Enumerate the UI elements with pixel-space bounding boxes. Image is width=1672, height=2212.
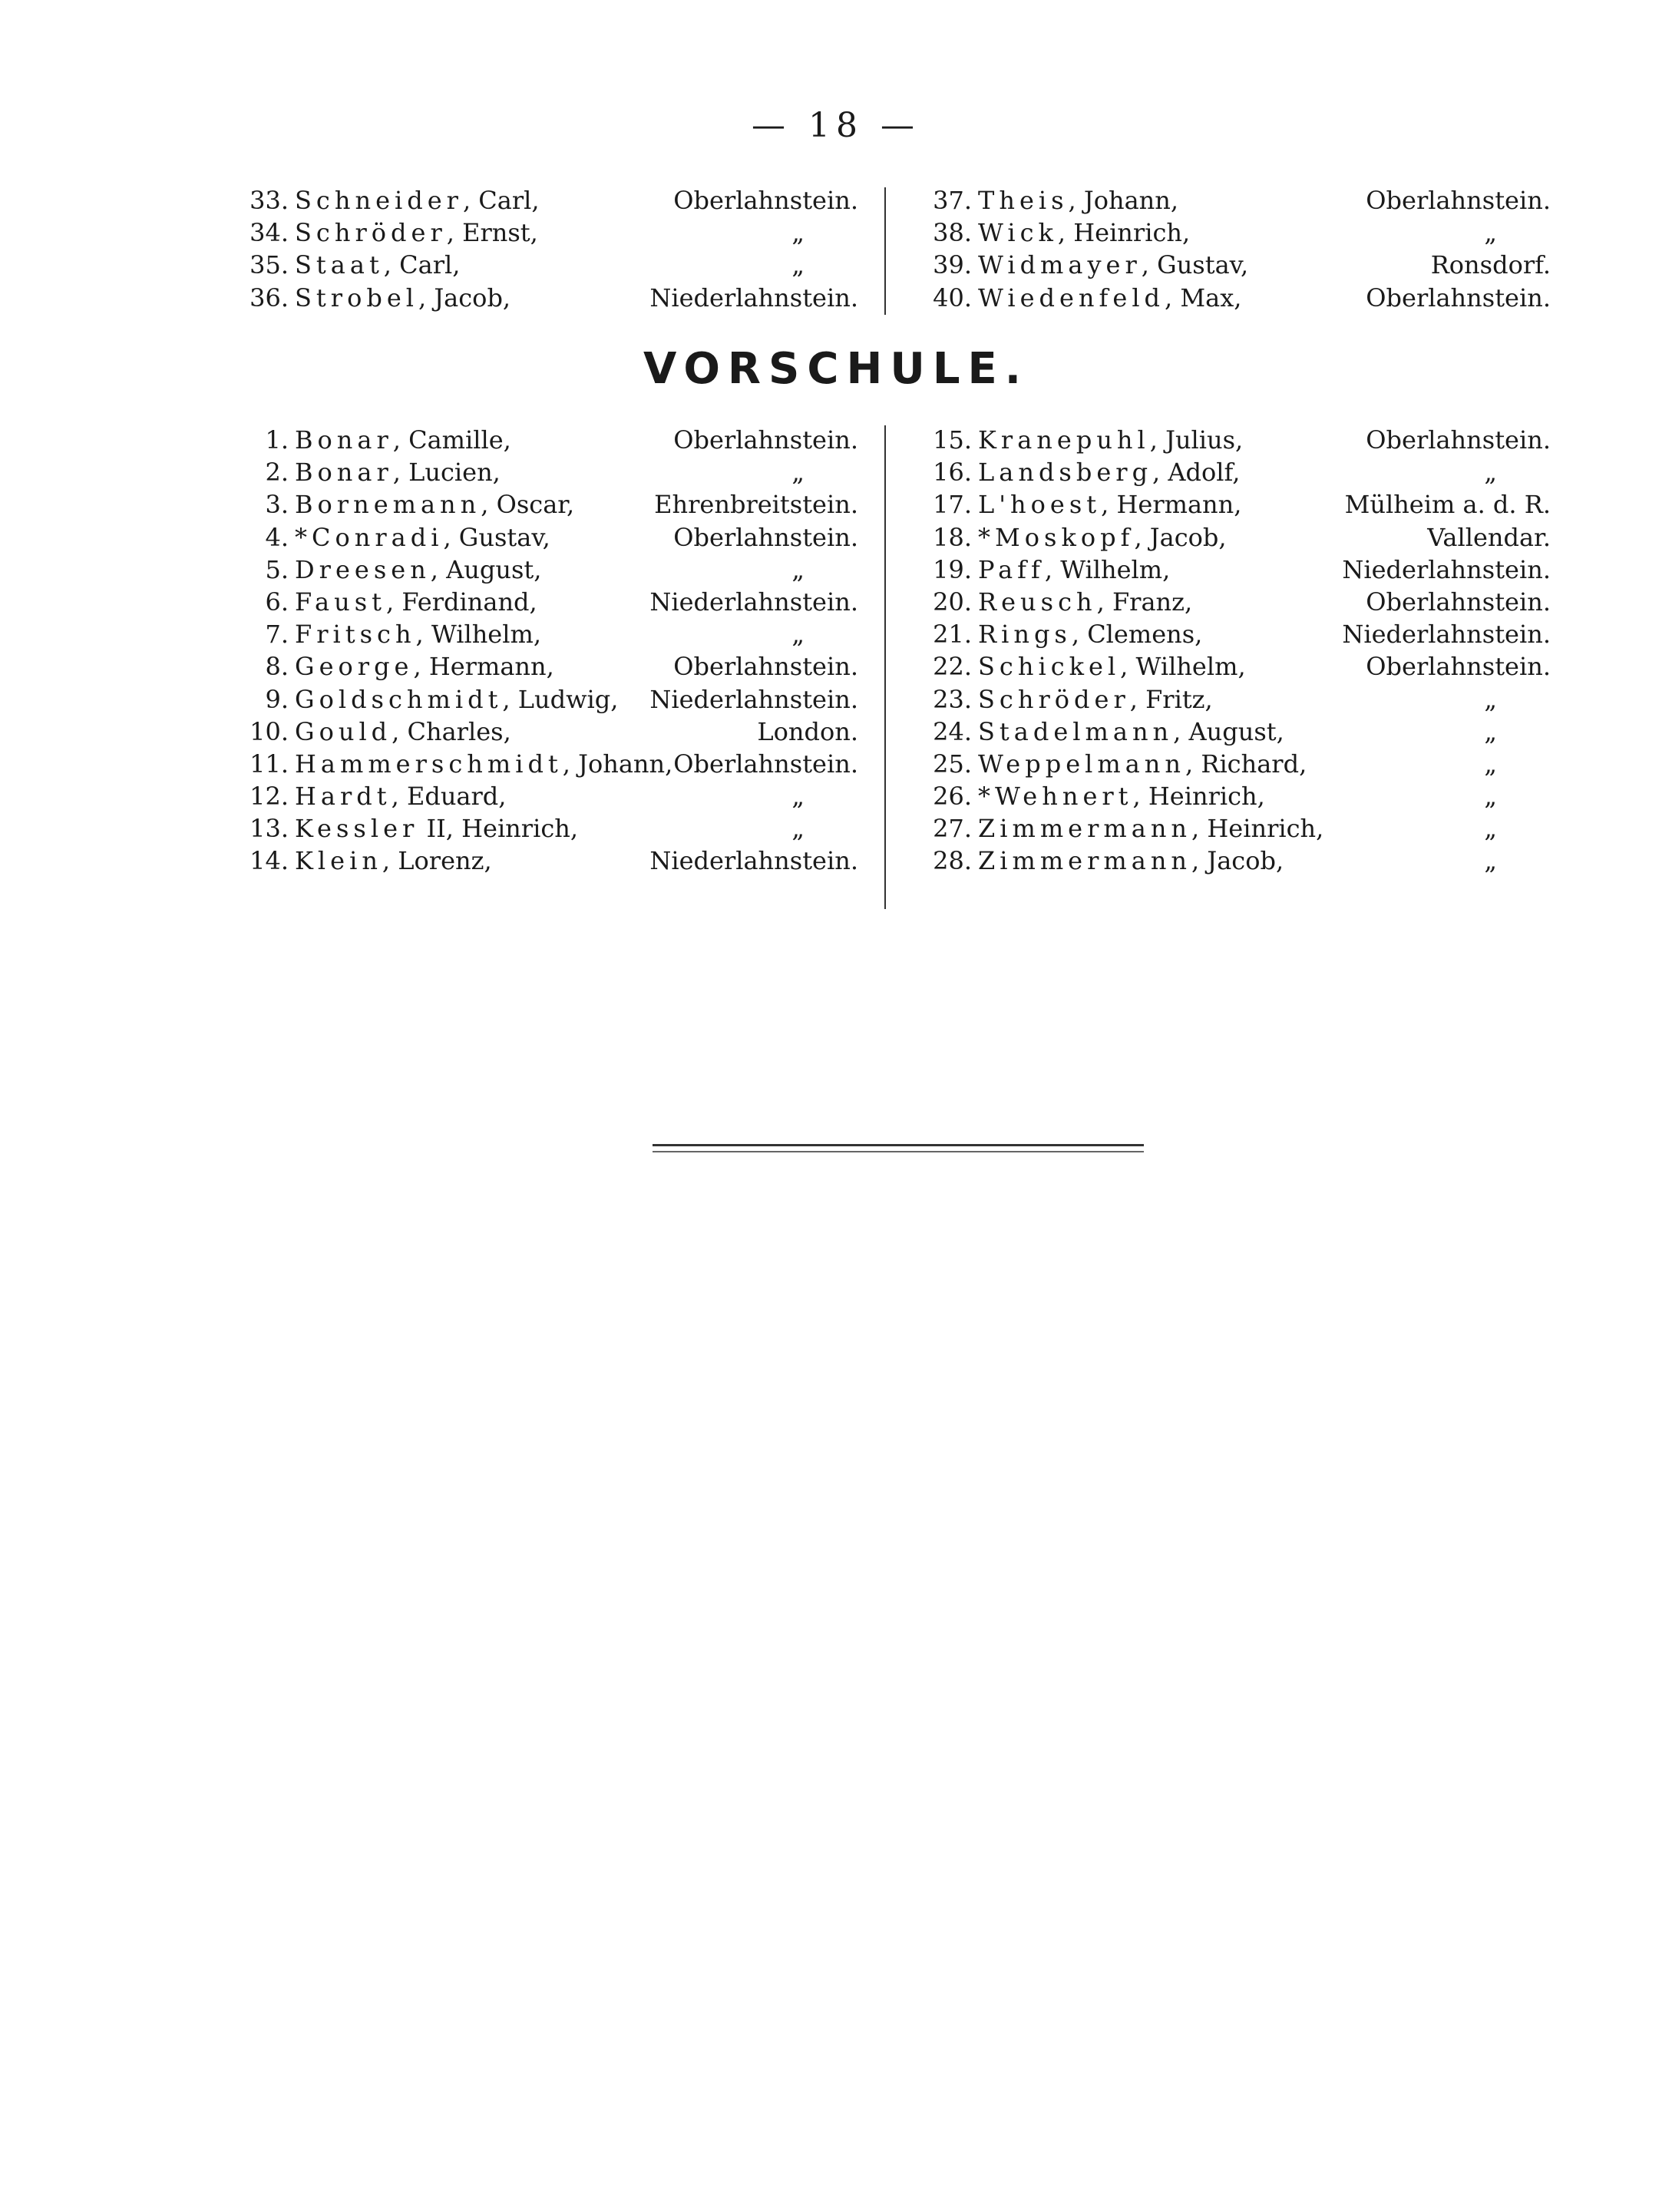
list-item (229, 424, 858, 456)
hometown: „ (1484, 716, 1497, 746)
surname: Dreesen (295, 554, 431, 584)
surname: Rings (978, 620, 1072, 650)
surname: George (295, 652, 414, 682)
list-item (912, 650, 1551, 683)
surname: L'hoest (978, 490, 1102, 520)
given-name: , Heinrich, (1191, 814, 1324, 844)
given-name: , Clemens, (1071, 620, 1203, 650)
student-name (978, 650, 1246, 683)
entry-number: 23. (933, 684, 972, 714)
surname: Bonar (295, 458, 393, 488)
entry-number: 38. (933, 218, 972, 248)
hometown: Vallendar. (1427, 522, 1551, 552)
student-name (295, 249, 460, 281)
surname: Schröder (295, 218, 447, 248)
given-name: , Jacob, (418, 283, 511, 312)
given-name: , Carl, (462, 186, 540, 215)
student-name (978, 282, 1241, 314)
student-name (978, 748, 1307, 780)
column-divider (884, 425, 886, 909)
surname: Strobel (295, 283, 418, 312)
hometown: „ (1484, 684, 1497, 714)
list-item (229, 748, 858, 780)
entry-number: 1. (265, 425, 289, 455)
student-name (978, 780, 1265, 812)
list-item (229, 812, 858, 845)
student-name (295, 845, 492, 877)
surname: Stadelmann (978, 716, 1174, 746)
given-name: , Heinrich, (1132, 782, 1265, 812)
surname: Gould (295, 716, 392, 746)
entry-number: 34. (249, 218, 289, 248)
given-name: , Charles, (392, 716, 511, 746)
given-name: , Hermann, (413, 652, 554, 682)
hometown: Oberlahnstein. (673, 749, 858, 779)
given-name: , Jacob, (1191, 846, 1284, 876)
entry-number: 22. (933, 652, 972, 682)
entry-number: 3. (265, 490, 289, 520)
entry-number: 12. (249, 782, 289, 812)
entry-number: 5. (265, 554, 289, 584)
hometown: „ (1484, 218, 1497, 248)
student-name (978, 488, 1241, 521)
given-name: II, Heinrich, (418, 814, 579, 844)
hometown: „ (791, 250, 805, 280)
hometown: Oberlahnstein. (673, 522, 858, 552)
given-name: , Eduard, (391, 782, 507, 812)
entry-number: 8. (265, 652, 289, 682)
surname: Zimmermann (978, 846, 1192, 876)
closing-rule (653, 1144, 1144, 1146)
entry-number: 13. (249, 814, 289, 844)
given-name: , Lorenz, (382, 846, 492, 876)
column-divider (884, 187, 886, 315)
given-name: , Johann, (1068, 186, 1179, 215)
top-left-column (229, 184, 858, 314)
student-name (978, 845, 1284, 877)
hometown: Oberlahnstein. (1366, 186, 1551, 215)
student-name (978, 618, 1202, 650)
surname: Theis (978, 186, 1069, 215)
student-name (978, 716, 1284, 748)
hometown: Niederlahnstein. (649, 587, 858, 617)
hometown: „ (1484, 846, 1497, 876)
student-name (295, 650, 554, 683)
list-item (912, 521, 1551, 554)
given-name: , Camille, (392, 425, 511, 455)
entry-number: 35. (249, 250, 289, 280)
section-heading: VORSCHULE. (643, 344, 1029, 394)
list-item (912, 716, 1551, 748)
given-name: , Max, (1165, 283, 1242, 312)
hometown: „ (1484, 749, 1497, 779)
hometown: „ (791, 458, 805, 488)
entry-number: 15. (933, 425, 972, 455)
given-name: , Johann, (562, 749, 673, 779)
surname: Reusch (978, 587, 1097, 617)
given-name: , Wilhelm, (1120, 652, 1246, 682)
surname: Schneider (295, 186, 463, 215)
entry-number: 19. (933, 554, 972, 584)
hometown: Oberlahnstein. (1366, 425, 1551, 455)
surname: Weppelmann (978, 749, 1185, 779)
list-item (229, 282, 858, 314)
entry-number: 2. (265, 458, 289, 488)
entry-number: 20. (933, 587, 972, 617)
surname: *Moskopf (978, 522, 1135, 552)
list-item (229, 716, 858, 748)
list-item (912, 217, 1551, 249)
given-name: , Wilhelm, (1044, 554, 1171, 584)
entry-number: 14. (249, 846, 289, 876)
entry-number: 7. (265, 620, 289, 650)
student-name (295, 521, 550, 554)
student-name (295, 683, 618, 716)
entry-number: 21. (933, 620, 972, 650)
student-name (978, 683, 1213, 716)
student-name (295, 780, 506, 812)
vorschule-right-column (912, 424, 1551, 878)
student-name (295, 456, 501, 488)
surname: Zimmermann (978, 814, 1192, 844)
given-name: , Gustav, (1141, 250, 1249, 280)
given-name: , Ludwig, (502, 684, 619, 714)
hometown: „ (791, 814, 805, 844)
entry-number: 6. (265, 587, 289, 617)
entry-number: 27. (933, 814, 972, 844)
student-name (978, 456, 1240, 488)
surname: Schickel (978, 652, 1121, 682)
hometown: Niederlahnstein. (649, 846, 858, 876)
surname: Goldschmidt (295, 684, 503, 714)
hometown: Mülheim a. d. R. (1344, 490, 1551, 520)
student-name (295, 716, 511, 748)
vorschule-left-column (229, 424, 858, 878)
hometown: Oberlahnstein. (673, 652, 858, 682)
surname: Kessler (295, 814, 419, 844)
student-name (978, 521, 1227, 554)
list-item (229, 780, 858, 812)
hometown: Ehrenbreitstein. (654, 490, 858, 520)
student-name (295, 586, 537, 618)
surname: Paff (978, 554, 1045, 584)
given-name: , Adolf, (1152, 458, 1241, 488)
list-item (912, 586, 1551, 618)
surname: Hammerschmidt (295, 749, 563, 779)
list-item (912, 845, 1551, 877)
surname: Wiedenfeld (978, 283, 1165, 312)
surname: Hardt (295, 782, 392, 812)
given-name: , Richard, (1185, 749, 1307, 779)
top-right-column (912, 184, 1551, 314)
student-name (978, 217, 1190, 249)
given-name: , Franz, (1096, 587, 1193, 617)
list-item (912, 748, 1551, 780)
list-item (229, 217, 858, 249)
hometown: „ (1484, 814, 1497, 844)
list-item (229, 554, 858, 586)
given-name: , Julius, (1149, 425, 1244, 455)
surname: Klein (295, 846, 382, 876)
hometown: Niederlahnstein. (1342, 620, 1551, 650)
entry-number: 26. (933, 782, 972, 812)
hometown: Niederlahnstein. (649, 684, 858, 714)
list-item (229, 586, 858, 618)
surname: Faust (295, 587, 386, 617)
student-name (978, 586, 1192, 618)
list-item (229, 845, 858, 877)
list-item (912, 780, 1551, 812)
given-name: , Heinrich, (1057, 218, 1191, 248)
surname: Wick (978, 218, 1058, 248)
hometown: „ (791, 782, 805, 812)
given-name: , Lucien, (392, 458, 501, 488)
entry-number: 40. (933, 283, 972, 312)
surname: *Wehnert (978, 782, 1133, 812)
list-item (229, 521, 858, 554)
list-item (229, 488, 858, 521)
entry-number: 37. (933, 186, 972, 215)
hometown: Niederlahnstein. (649, 283, 858, 312)
list-item (229, 618, 858, 650)
list-item (229, 184, 858, 217)
hometown: Oberlahnstein. (673, 425, 858, 455)
hometown: Oberlahnstein. (673, 186, 858, 215)
entry-number: 17. (933, 490, 972, 520)
hometown: „ (791, 620, 805, 650)
given-name: , Carl, (383, 250, 461, 280)
surname: Widmayer (978, 250, 1142, 280)
surname: Staat (295, 250, 384, 280)
hometown: „ (791, 218, 805, 248)
given-name: , Hermann, (1101, 490, 1242, 520)
hometown: Oberlahnstein. (1366, 587, 1551, 617)
given-name: , Ferdinand, (386, 587, 537, 617)
student-name (978, 184, 1178, 217)
student-name (295, 184, 540, 217)
student-name (295, 812, 578, 845)
given-name: , Oscar, (481, 490, 575, 520)
student-name (978, 249, 1248, 281)
list-item (912, 184, 1551, 217)
list-item (912, 683, 1551, 716)
list-item (229, 683, 858, 716)
list-item (912, 554, 1551, 586)
given-name: , Gustav, (443, 522, 550, 552)
student-name (295, 488, 574, 521)
surname: Kranepuhl (978, 425, 1150, 455)
entry-number: 24. (933, 716, 972, 746)
given-name: , August, (430, 554, 542, 584)
surname: Landsberg (978, 458, 1153, 488)
entry-number: 9. (265, 684, 289, 714)
hometown: „ (1484, 458, 1497, 488)
hometown: Niederlahnstein. (1342, 554, 1551, 584)
entry-number: 36. (249, 283, 289, 312)
given-name: , Wilhelm, (415, 620, 541, 650)
given-name: , Fritz, (1129, 684, 1213, 714)
given-name: , Ernst, (446, 218, 538, 248)
entry-number: 33. (249, 186, 289, 215)
surname: Bonar (295, 425, 393, 455)
list-item (912, 618, 1551, 650)
student-name (978, 424, 1243, 456)
hometown: „ (1484, 782, 1497, 812)
student-name (978, 554, 1170, 586)
entry-number: 18. (933, 522, 972, 552)
list-item (912, 282, 1551, 314)
entry-number: 25. (933, 749, 972, 779)
given-name: , Jacob, (1134, 522, 1227, 552)
entry-number: 10. (249, 716, 289, 746)
list-item (912, 812, 1551, 845)
entry-number: 28. (933, 846, 972, 876)
list-item (229, 650, 858, 683)
hometown: Oberlahnstein. (1366, 652, 1551, 682)
student-name (295, 748, 672, 780)
student-name (295, 424, 511, 456)
list-item (912, 488, 1551, 521)
hometown: Ronsdorf. (1430, 250, 1551, 280)
list-item (912, 249, 1551, 281)
entry-number: 4. (265, 522, 289, 552)
student-name (295, 554, 541, 586)
hometown: „ (791, 554, 805, 584)
entry-number: 39. (933, 250, 972, 280)
given-name: , August, (1173, 716, 1284, 746)
list-item (912, 424, 1551, 456)
student-name (295, 217, 538, 249)
surname: Schröder (978, 684, 1130, 714)
list-item (229, 249, 858, 281)
student-name (295, 282, 511, 314)
entry-number: 11. (249, 749, 289, 779)
list-item (229, 456, 858, 488)
surname: Bornemann (295, 490, 481, 520)
entry-number: 16. (933, 458, 972, 488)
surname: Fritsch (295, 620, 416, 650)
student-name (978, 812, 1323, 845)
hometown: London. (757, 716, 858, 746)
closing-rule (653, 1151, 1144, 1152)
page-number: — 18 — (752, 106, 920, 145)
list-item (912, 456, 1551, 488)
hometown: Oberlahnstein. (1366, 283, 1551, 312)
student-name (295, 618, 541, 650)
surname: *Conradi (295, 522, 444, 552)
